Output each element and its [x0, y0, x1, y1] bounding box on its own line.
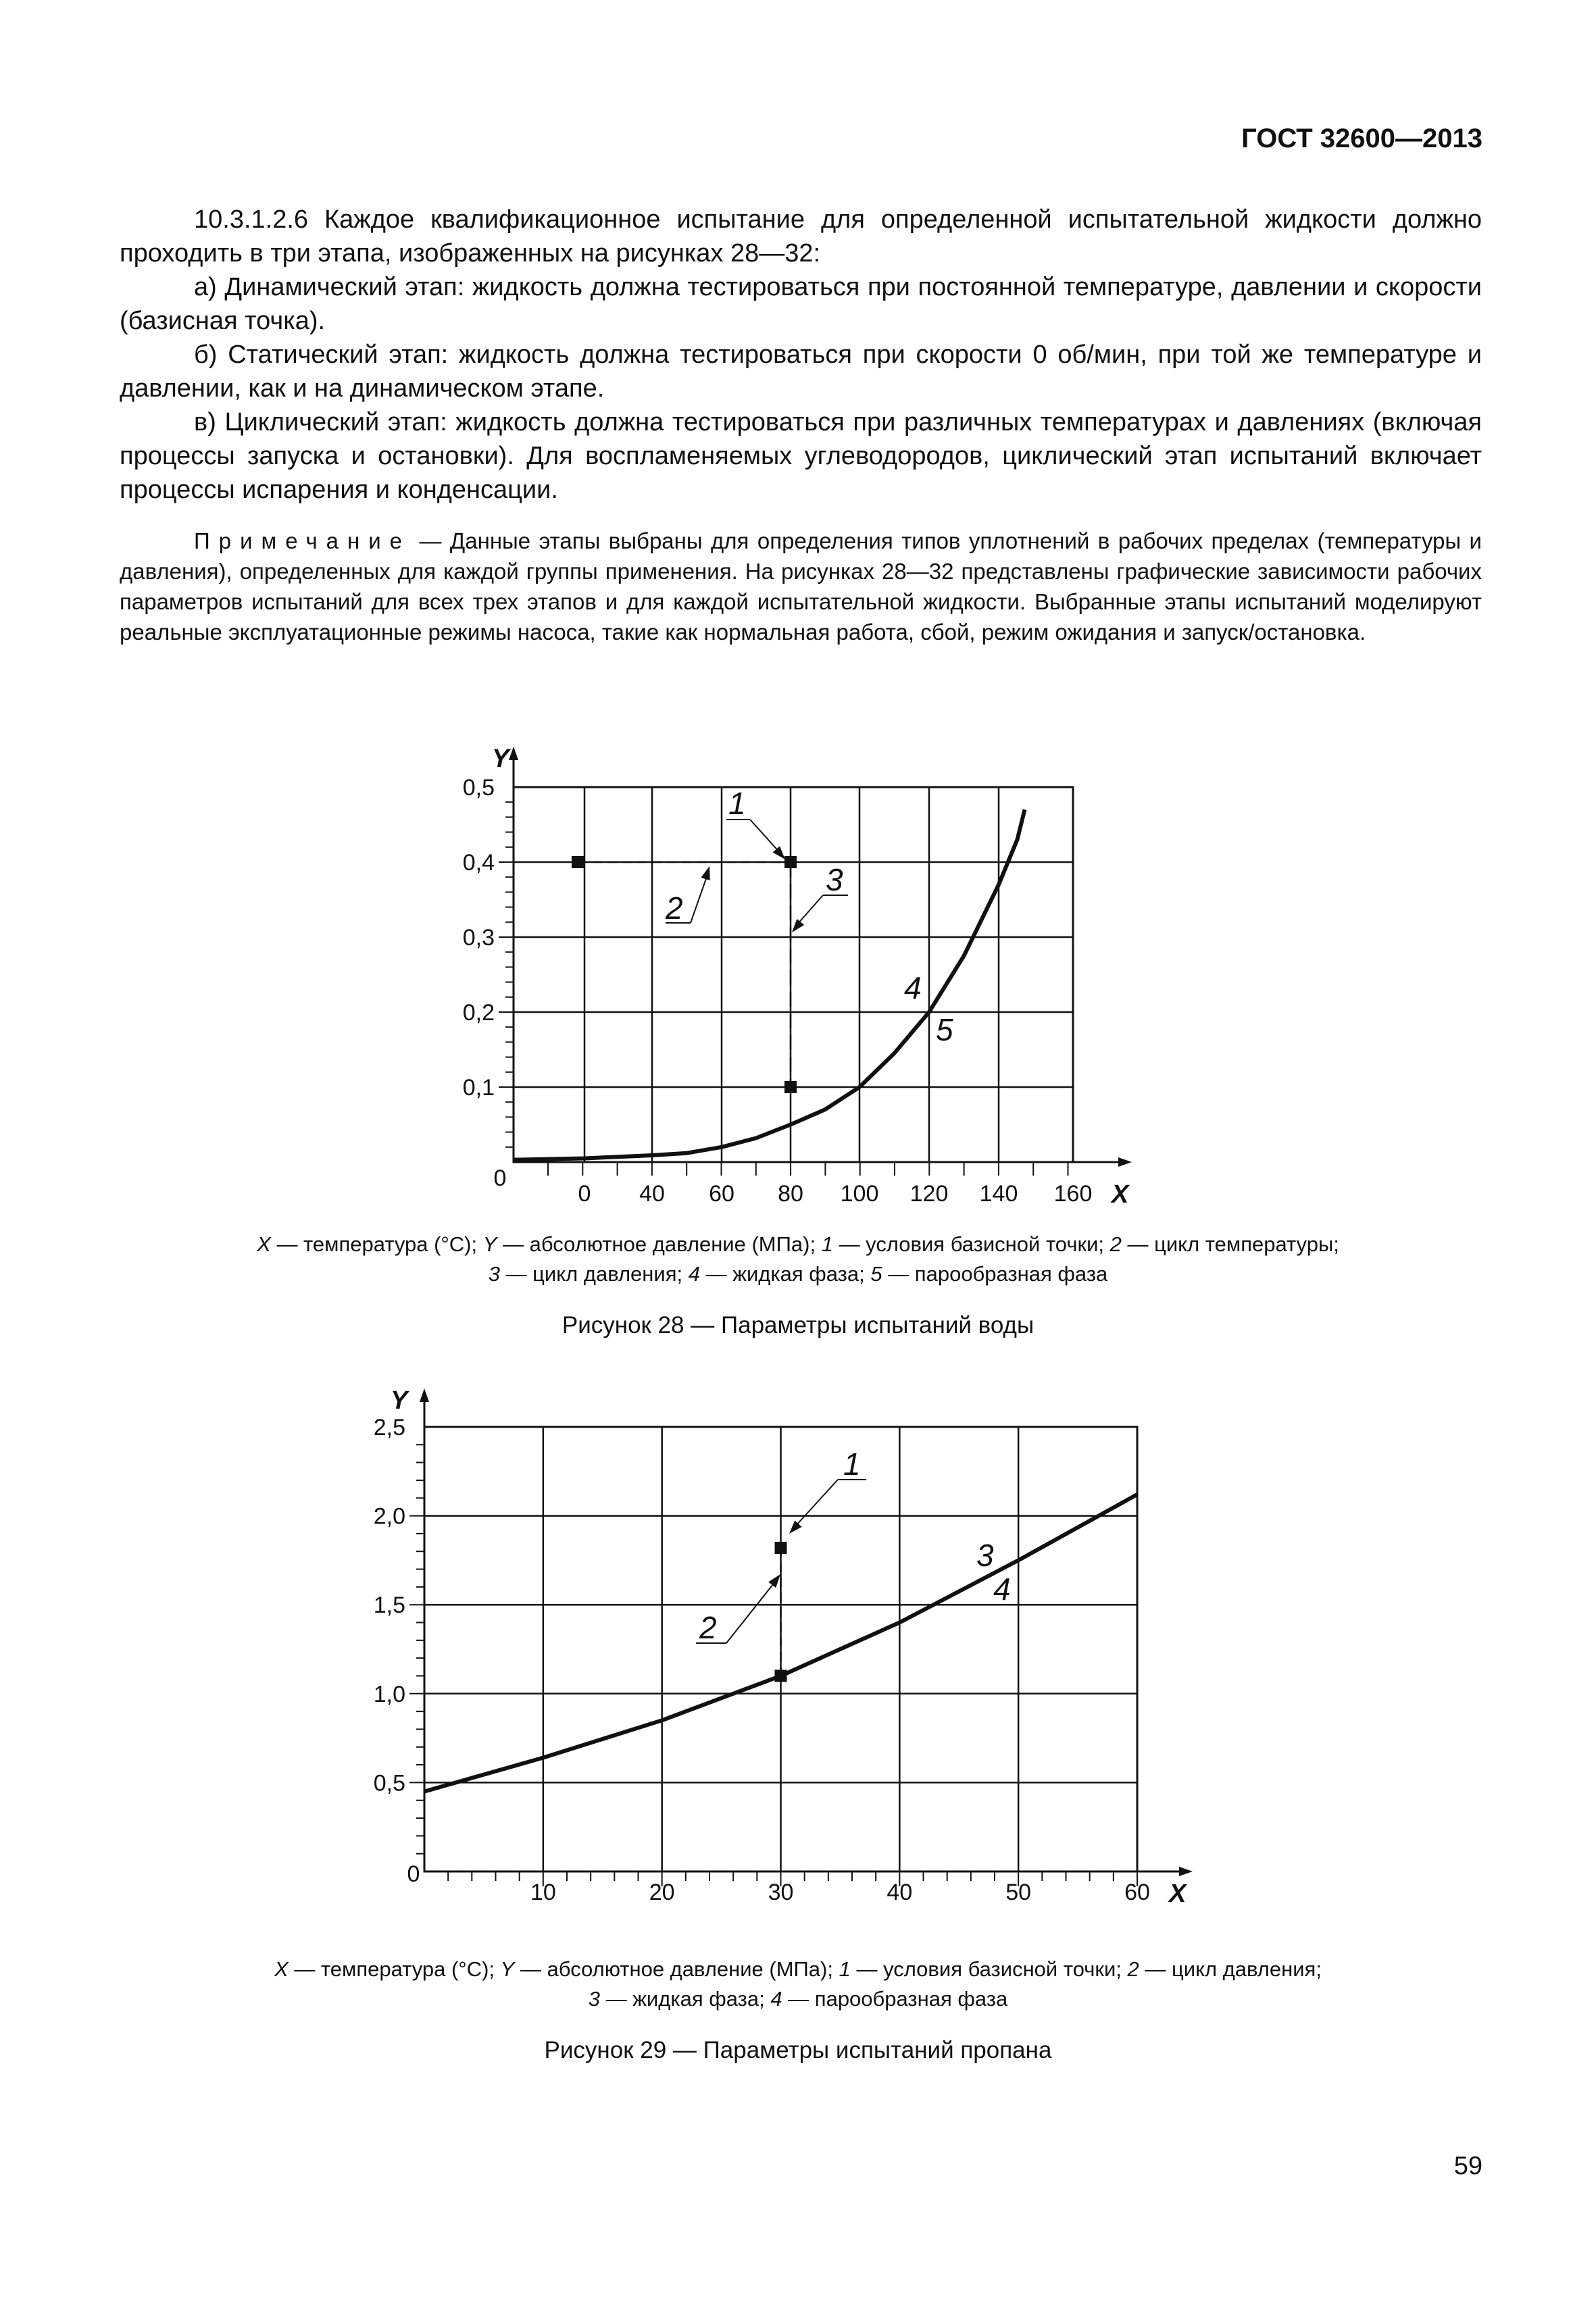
- legend-29-x-text: — температура (°С);: [288, 1957, 501, 1981]
- fig29-x-tick-label: 30: [768, 1880, 794, 1905]
- fig28-callout-5: 5: [936, 1012, 953, 1047]
- fig29-y-tick-label: 0,5: [373, 1770, 405, 1796]
- legend-28-y: Y: [482, 1232, 497, 1256]
- legend-29-n2: 2: [1127, 1957, 1139, 1981]
- fig29-y-tick-label: 1,0: [373, 1681, 405, 1707]
- fig28-callout-3-arrow: [792, 919, 804, 932]
- fig28-y-axis-label: Y: [492, 745, 509, 773]
- legend-28-t3: — цикл давления;: [499, 1262, 689, 1286]
- fig29-callout-2: 2: [699, 1610, 717, 1645]
- fig29-callout-3: 3: [976, 1538, 994, 1573]
- note-label: Примечание: [194, 528, 412, 553]
- paragraph-b: б) Статический этап: жидкость должна тестироваться при скорости 0 об/мин, при той же температуре и давлении, как и на динамическом этапе.: [120, 341, 1482, 403]
- legend-28-x: X: [257, 1232, 271, 1256]
- fig28-frame: [514, 787, 1073, 1162]
- fig28-callout-3: 3: [826, 862, 843, 897]
- fig29-x-tick-label: 60: [1124, 1880, 1150, 1905]
- fig28-point: [784, 856, 797, 868]
- legend-29-t4: — парообразная фаза: [782, 1987, 1008, 2011]
- legend-29-y: Y: [500, 1957, 515, 1981]
- paragraph-v: в) Циклический этап: жидкость должна тестироваться при различных температурах и давлениях (включая процессы запуска и остановки). Для воспламеняемых углеводородов, циклический этап испытаний включает процессы испарения и конденсации.: [120, 408, 1482, 504]
- fig28-y-tick-label: 0,1: [462, 1075, 495, 1101]
- fig28-callout-1: 1: [728, 786, 746, 821]
- legend-28: [0, 1230, 1596, 1289]
- paragraph-10-3-1-2-6: 10.3.1.2.6 Каждое квалификационное испытание для определенной испытательной жидкости должно проходить в три этапа, изображенных на рисунках 28—32:: [120, 205, 1482, 268]
- note-text: — Данные этапы выбраны для определения типов уплотнений в рабочих пределах (температуры и давления), определенных для каждой группы применения. На рисунках 28—32 представлены графические зависимости рабочих параметров испытаний для всех трех этапов и для каждой испытательной жидкости. Выбранные этапы испытаний моделируют реальные эксплуатационные режимы насоса, такие как нормальная работа, сбой, режим ожидания и запуск/остановка.: [120, 528, 1482, 645]
- page-number: 59: [1453, 2152, 1482, 2180]
- legend-28-t4: — жидкая фаза;: [699, 1262, 871, 1286]
- paragraph-a: а) Динамический этап: жидкость должна тестироваться при постоянной температуре, давлении и скорости (базисная точка).: [120, 273, 1482, 335]
- fig28-x-tick-label: 0: [578, 1181, 591, 1207]
- fig29-callout-1-arrow: [789, 1521, 802, 1534]
- fig29-callout-1-leader: [796, 1480, 838, 1526]
- fig28-x-tick-label: 160: [1053, 1181, 1093, 1207]
- fig28-x-tick-label: 140: [979, 1181, 1018, 1207]
- legend-28-n2: 2: [1109, 1232, 1122, 1256]
- fig28-x-tick-label: 80: [778, 1181, 803, 1207]
- fig28-y-tick-label: 0,3: [462, 925, 495, 951]
- fig29-x-axis-label: X: [1169, 1880, 1187, 1908]
- legend-28-n3: 3: [488, 1262, 500, 1286]
- fig29-point: [775, 1669, 787, 1682]
- legend-29-n3: 3: [588, 1987, 600, 2011]
- legend-29-t3: — жидкая фаза;: [599, 1987, 771, 2011]
- fig29-x-tick-label: 50: [1005, 1880, 1032, 1905]
- caption-29: Рисунок 29 — Параметры испытаний пропана: [544, 2037, 1052, 2063]
- legend-29-t1: — условия базисной точки;: [850, 1957, 1128, 1981]
- fig29-callout-1: 1: [843, 1447, 861, 1482]
- fig29-x-tick-label: 20: [649, 1880, 675, 1905]
- legend-29-n4: 4: [770, 1987, 782, 2011]
- fig29-x-tick-label: 10: [530, 1880, 556, 1905]
- fig28-callout-1-leader: [750, 820, 780, 853]
- fig29-y-tick-label: 2,5: [373, 1415, 405, 1440]
- fig29-point: [775, 1542, 787, 1554]
- legend-28-n1: 1: [821, 1232, 833, 1256]
- fig28-callout-2-arrow: [701, 866, 709, 880]
- document-header: ГОСТ 32600—2013: [1241, 124, 1482, 153]
- legend-29-x: X: [274, 1957, 289, 1981]
- fig28-x-axis-label: X: [1112, 1180, 1129, 1209]
- legend-28-t1: — условия базисной точки;: [832, 1232, 1110, 1256]
- fig28-callout-4: 4: [904, 970, 922, 1005]
- fig29-y-arrow: [420, 1388, 429, 1402]
- legend-29-n1: 1: [839, 1957, 851, 1981]
- fig28-x-tick-label: 120: [909, 1181, 949, 1207]
- caption-28: Рисунок 28 — Параметры испытаний воды: [562, 1312, 1034, 1338]
- fig29-y-axis-label: Y: [391, 1386, 408, 1415]
- legend-28-n5: 5: [870, 1262, 882, 1286]
- legend-28-n4: 4: [688, 1262, 700, 1286]
- legend-28-t2: — цикл температуры;: [1121, 1232, 1339, 1256]
- fig28-origin-label: 0: [493, 1165, 507, 1191]
- fig28-x-arrow: [1118, 1157, 1132, 1167]
- legend-29-t2: — цикл давления;: [1139, 1957, 1322, 1981]
- fig29-x-arrow: [1179, 1867, 1193, 1876]
- fig28-callout-2: 2: [666, 890, 683, 926]
- fig28-y-tick-label: 0,4: [462, 850, 495, 876]
- fig29-y-tick-label: 2,0: [373, 1503, 405, 1530]
- fig28-y-tick-label: 0,5: [462, 775, 495, 801]
- fig29-callout-2-arrow: [768, 1574, 780, 1588]
- fig28-x-tick-label: 60: [709, 1181, 734, 1207]
- fig28-point: [572, 856, 584, 868]
- fig29-callout-4: 4: [993, 1571, 1011, 1607]
- fig28-x-tick-label: 40: [639, 1181, 665, 1207]
- legend-28-y-text: — абсолютное давление (МПа);: [497, 1232, 822, 1256]
- legend-29: [0, 1955, 1596, 2014]
- legend-29-y-text: — абсолютное давление (МПа);: [514, 1957, 839, 1981]
- fig28-callout-3-leader: [797, 895, 823, 924]
- fig28-y-arrow: [509, 747, 518, 760]
- fig29-origin-label: 0: [407, 1861, 420, 1887]
- fig29-x-tick-label: 40: [887, 1880, 913, 1905]
- fig28-callout-1-arrow: [773, 846, 785, 859]
- fig28-callout-2-leader: [691, 873, 708, 923]
- fig28-x-tick-label: 100: [840, 1181, 879, 1207]
- legend-28-x-text: — температура (°С);: [270, 1232, 483, 1256]
- fig29-callout-2-leader: [726, 1581, 776, 1643]
- legend-28-t5: — парообразная фаза: [882, 1262, 1108, 1286]
- fig28-y-tick-label: 0,2: [462, 1000, 495, 1026]
- fig29-y-tick-label: 1,5: [373, 1592, 405, 1619]
- fig28-point: [784, 1081, 797, 1093]
